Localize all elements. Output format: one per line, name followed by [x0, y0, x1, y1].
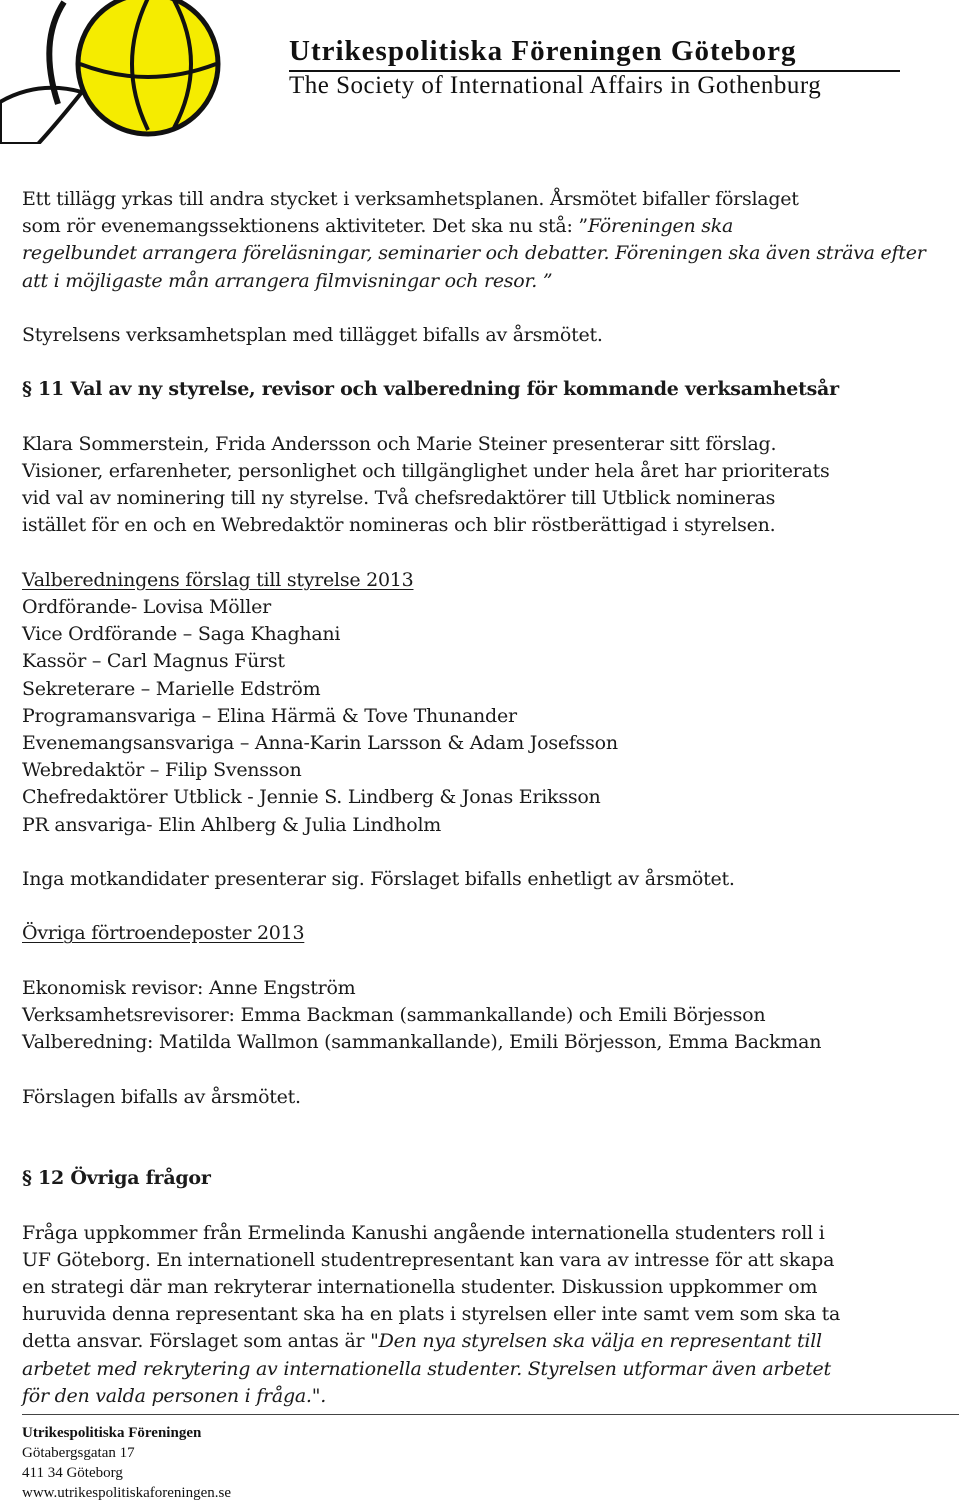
- section-11-line-3: vid val av nominering till ny styrelse. Två chefsredaktörer till Utblick nomineras: [22, 487, 776, 510]
- section-11-line-1: Klara Sommerstein, Frida Andersson och Marie Steiner presenterar sitt förslag.: [22, 432, 777, 455]
- section-12-line-6: arbetet med rekrytering av internationella studenter. Styrelsen utformar även arbetet: [22, 1357, 831, 1380]
- amendment-quote: regelbundet arrangera föreläsningar, seminarier och debatter. Föreningen ska även sträva efter att i möjligaste mån arrangera filmvisningar och resor. ”: [22, 242, 926, 292]
- section-12-line-2: UF Göteborg. En internationell studentrepresentant kan vara av intresse för att skapa: [22, 1248, 835, 1271]
- footer-address: [22, 1423, 231, 1503]
- minutes-body: [22, 186, 942, 1410]
- section-12-line-3: en strategi där man rekryterar internationella studenter. Diskussion uppkommer om: [22, 1275, 818, 1298]
- board-member: Vice Ordförande – Saga Khaghani: [22, 623, 341, 646]
- section-12-line-4: huruvida denna representant ska ha en plats i styrelsen eller inte samt vem som ska ta: [22, 1303, 841, 1326]
- section-11-line-2: Visioner, erfarenheter, personlighet och tillgänglighet under hela året har prioriterats: [22, 459, 830, 482]
- footer-city: 411 34 Göteborg: [22, 1465, 123, 1481]
- board-member: Sekreterare – Marielle Edström: [22, 677, 321, 700]
- section-11-heading: § 11 Val av ny styrelse, revisor och valberedning för kommande verksamhetsår: [22, 378, 839, 401]
- board-member: Kassör – Carl Magnus Fürst: [22, 650, 285, 673]
- board-member: Ordförande- Lovisa Möller: [22, 595, 271, 618]
- organization-name-english: The Society of International Affairs in Gothenburg: [289, 72, 822, 99]
- section-12-heading: § 12 Övriga frågor: [22, 1167, 211, 1190]
- other-posts-result: Förslagen bifalls av årsmötet.: [22, 1085, 301, 1108]
- footer-org-name: Utrikespolitiska Föreningen: [22, 1425, 202, 1441]
- amendment-line-2: som rör evenemangssektionens aktiviteter. Det ska nu stå: ”Föreningen ska: [22, 215, 734, 238]
- section-12-line-1: Fråga uppkommer från Ermelinda Kanushi angående internationella studenters roll i: [22, 1221, 825, 1244]
- footer-divider: [22, 1414, 959, 1415]
- other-posts-heading: Övriga förtroendeposter 2013: [22, 922, 305, 945]
- board-member: PR ansvariga- Elin Ahlberg & Julia Lindholm: [22, 813, 442, 836]
- board-member: Webredaktör – Filip Svensson: [22, 759, 302, 782]
- other-post: Valberedning: Matilda Wallmon (sammankallande), Emili Börjesson, Emma Backman: [22, 1031, 822, 1054]
- section-12-line-5: detta ansvar. Förslaget som antas är "Den nya styrelsen ska välja en representant till: [22, 1330, 822, 1353]
- board-member: Programansvariga – Elina Härmä & Tove Thunander: [22, 704, 517, 727]
- amendment-line-1: Ett tillägg yrkas till andra stycket i verksamhetsplanen. Årsmötet bifaller förslaget: [22, 188, 799, 210]
- organization-name: Utrikespolitiska Föreningen Göteborg: [289, 35, 797, 67]
- section-12-line-7: för den valda personen i fråga.".: [22, 1384, 326, 1407]
- other-post: Ekonomisk revisor: Anne Engström: [22, 976, 356, 999]
- board-proposal-heading: Valberedningens förslag till styrelse 2013: [22, 568, 414, 591]
- plan-approved: Styrelsens verksamhetsplan med tillägget bifalls av årsmötet.: [22, 324, 603, 346]
- society-logo: [0, 0, 228, 144]
- board-result: Inga motkandidater presenterar sig. Förslaget bifalls enhetligt av årsmötet.: [22, 868, 735, 890]
- logo-swoosh: [0, 88, 82, 144]
- footer-website: www.utrikespolitiskaforeningen.se: [22, 1485, 231, 1501]
- board-member: Chefredaktörer Utblick - Jennie S. Lindberg & Jonas Eriksson: [22, 786, 601, 809]
- footer-street: Götabergsgatan 17: [22, 1445, 135, 1461]
- section-11-line-4: istället för en och en Webredaktör nomineras och blir röstberättigad i styrelsen.: [22, 514, 776, 537]
- logo-sun: [78, 0, 218, 134]
- board-member: Evenemangsansvariga – Anna-Karin Larsson & Adam Josefsson: [22, 732, 618, 754]
- other-post: Verksamhetsrevisorer: Emma Backman (sammankallande) och Emili Börjesson: [22, 1003, 766, 1026]
